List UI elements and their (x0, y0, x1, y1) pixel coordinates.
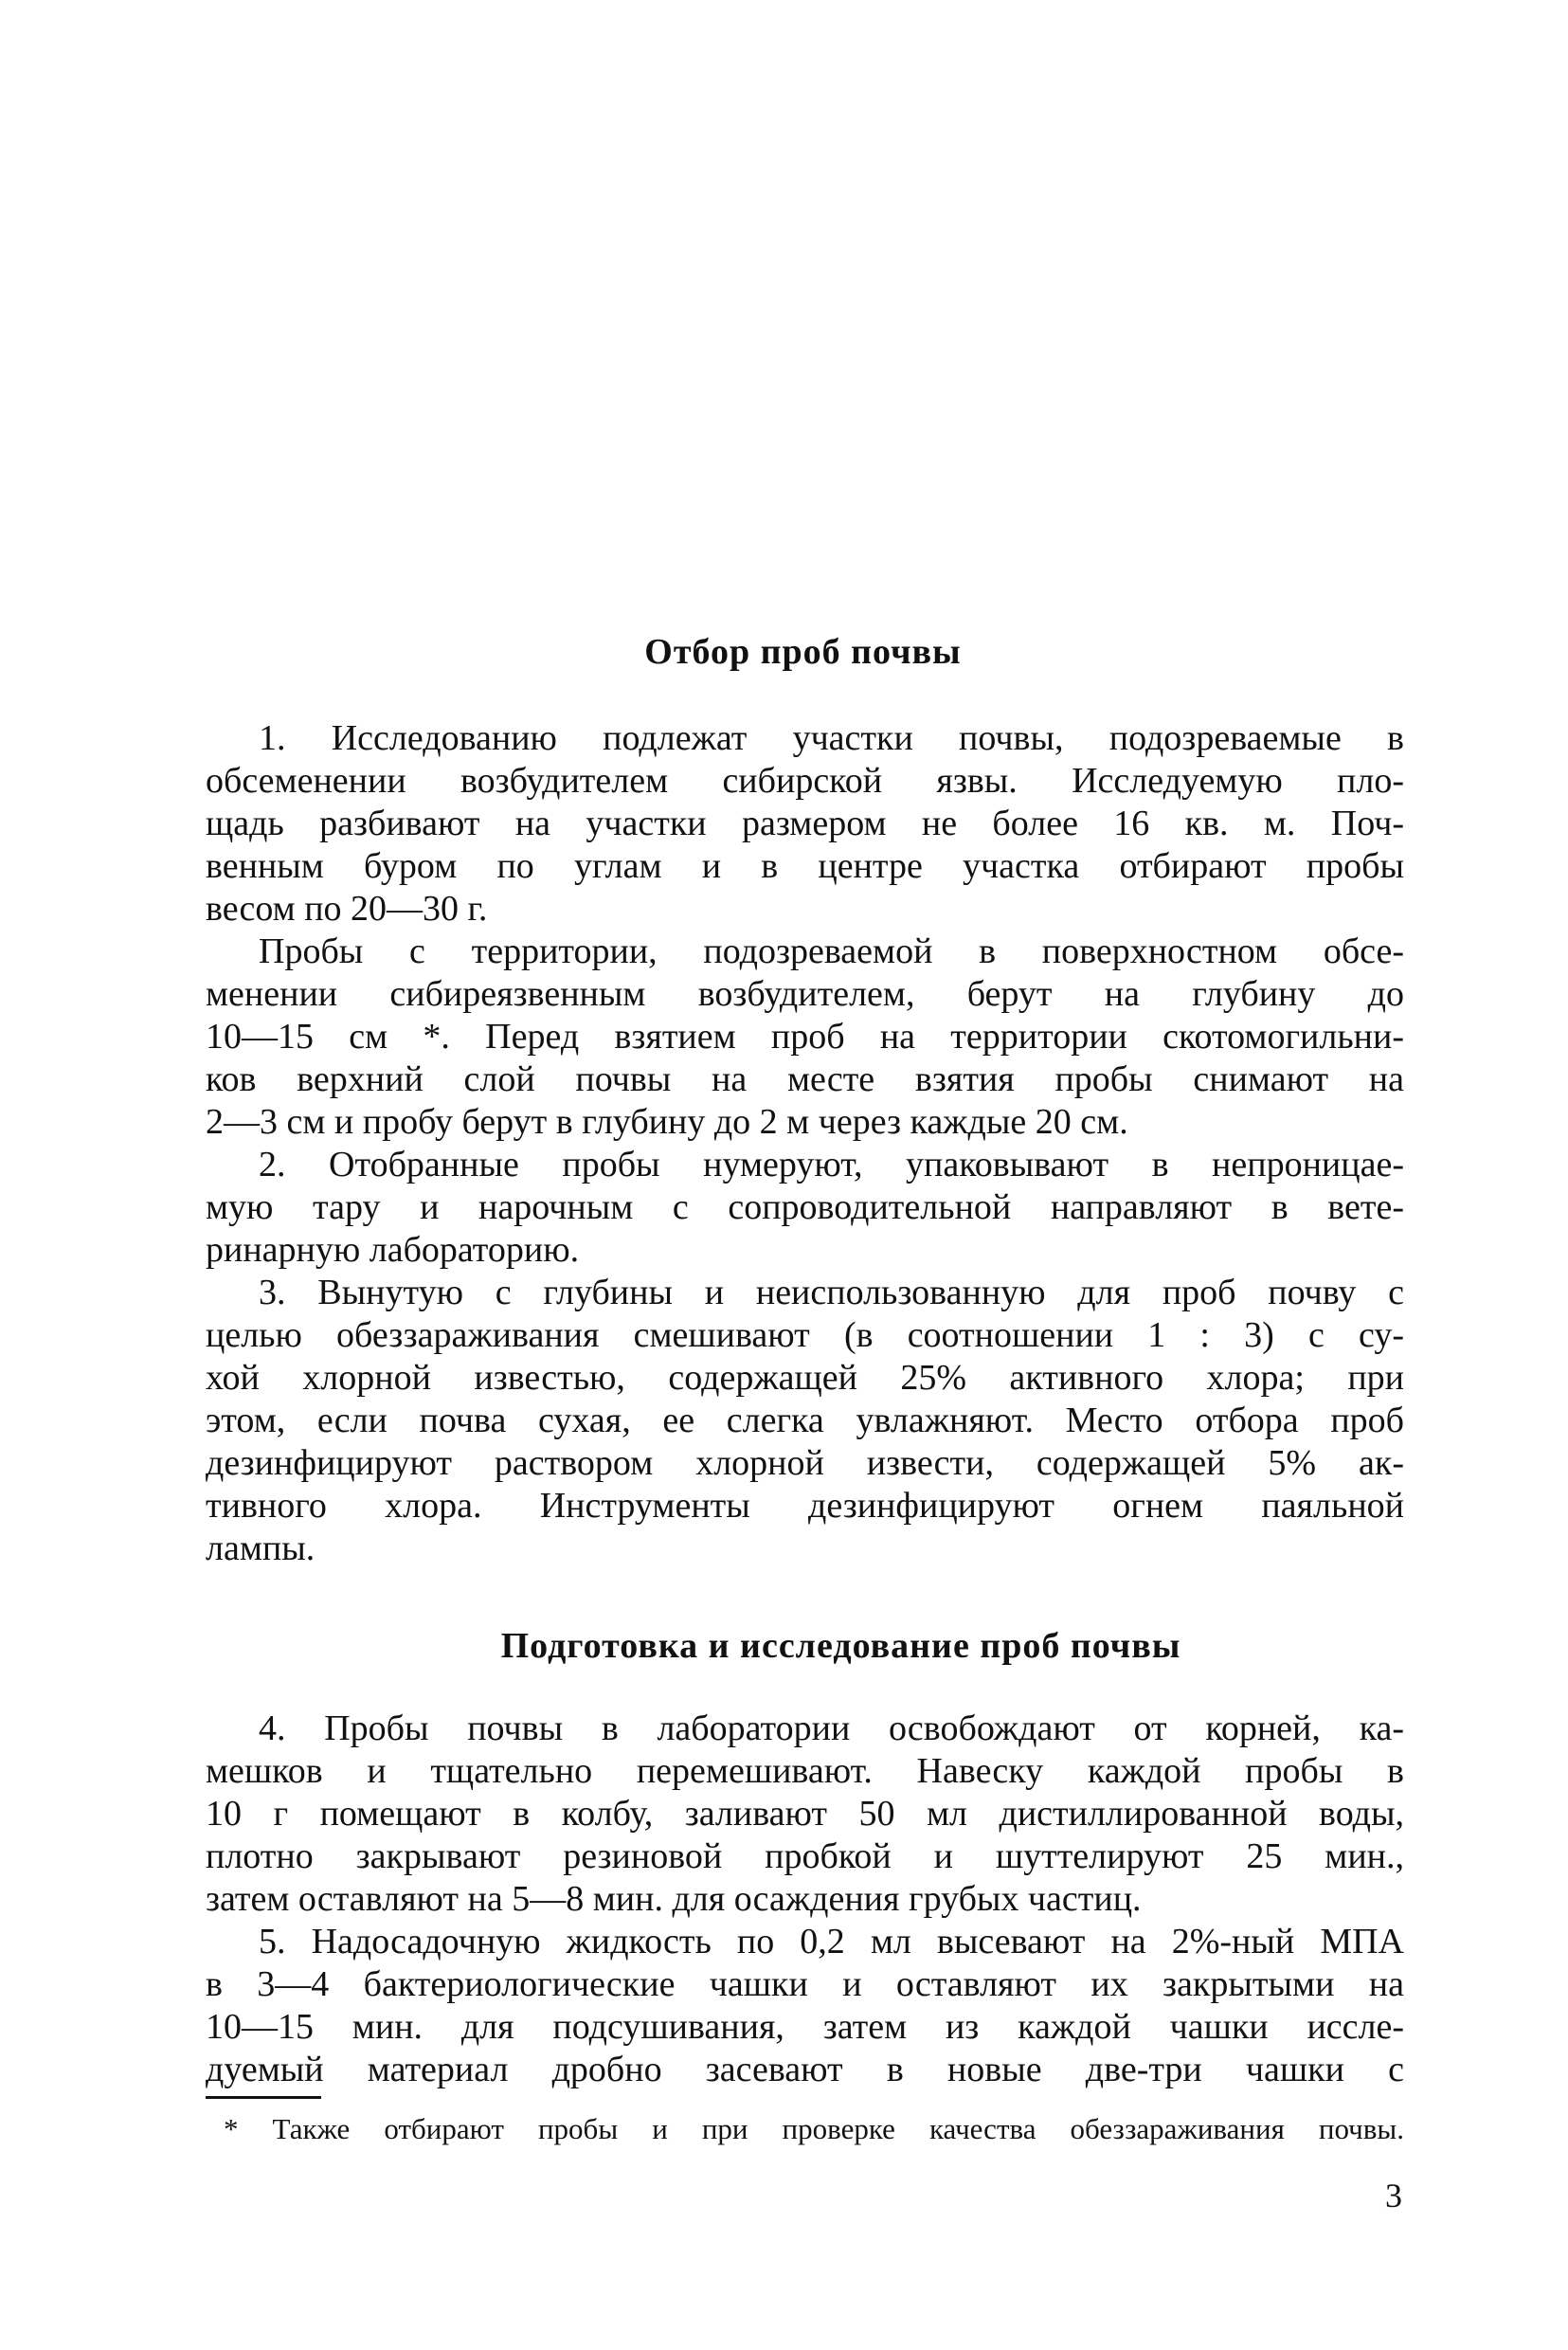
section-soil-sampling-body (206, 717, 1404, 1570)
paragraph-line: ков верхний слой почвы на месте взятия пробы снимают на (206, 1059, 1404, 1099)
paragraph-line: тивного хлора. Инструменты дезинфицируют огнем паяльной (206, 1486, 1404, 1526)
footnote: * Также отбирают пробы и при проверке качества обеззараживания почвы. (224, 2112, 1404, 2145)
paragraph-line: затем оставляют на 5—8 мин. для осаждения грубых частиц. (206, 1879, 1142, 1919)
paragraph-line: 10—15 мин. для подсушивания, затем из каждой чашки иссле- (206, 2007, 1404, 2047)
paragraph-line: мешков и тщательно перемешивают. Навеску каждой пробы в (206, 1751, 1404, 1791)
footnote-divider (206, 2096, 321, 2099)
paragraph-line: весом по 20—30 г. (206, 889, 488, 929)
paragraph-line: в 3—4 бактериологические чашки и оставляют их закрытыми на (206, 1964, 1404, 2004)
paragraph-line: 2. Отобранные пробы нумеруют, упаковывают в непроницае- (259, 1145, 1404, 1184)
paragraph-line: 4. Пробы почвы в лаборатории освобождают от корней, ка- (259, 1708, 1404, 1748)
section-preparation-body (206, 1708, 1404, 2091)
paragraph-line: обсеменении возбудителем сибирской язвы. Исследуемую пло- (206, 761, 1404, 801)
paragraph-line: дезинфицируют раствором хлорной извести, содержащей 5% ак- (206, 1443, 1404, 1483)
page-number: 3 (1385, 2177, 1402, 2214)
paragraph-line: хой хлорной известью, содержащей 25% активного хлора; при (206, 1358, 1404, 1398)
paragraph-line: целью обеззараживания смешивают (в соотношении 1 : 3) с су- (206, 1315, 1404, 1355)
section-heading-preparation: Подготовка и исследование проб почвы (500, 1626, 1181, 1666)
paragraph-line: ринарную лабораторию. (206, 1230, 580, 1270)
paragraph-line: 2—3 см и пробу берут в глубину до 2 м через каждые 20 см. (206, 1102, 1128, 1142)
paragraph-line: 3. Вынутую с глубины и неиспользованную для проб почву с (259, 1273, 1404, 1312)
section-heading-soil-sampling: Отбор проб почвы (644, 632, 962, 672)
paragraph-line: плотно закрывают резиновой пробкой и шуттелируют 25 мин., (206, 1836, 1404, 1876)
paragraph-line: мую тару и нарочным с сопроводительной направляют в вете- (206, 1187, 1404, 1227)
paragraph-line: 10 г помещают в колбу, заливают 50 мл дистиллированной воды, (206, 1794, 1404, 1834)
paragraph-line: венным буром по углам и в центре участка отбирают пробы (206, 846, 1404, 886)
paragraph-line: щадь разбивают на участки размером не более 16 кв. м. Поч- (206, 804, 1404, 843)
paragraph-line: менении сибиреязвенным возбудителем, берут на глубину до (206, 974, 1404, 1014)
paragraph-line: дуемый материал дробно засевают в новые две-три чашки с (206, 2050, 1404, 2089)
paragraph-line: лампы. (206, 1528, 315, 1568)
paragraph-line: этом, если почва сухая, ее слегка увлажняют. Место отбора проб (206, 1401, 1404, 1440)
paragraph-line: 1. Исследованию подлежат участки почвы, подозреваемые в (259, 718, 1404, 758)
paragraph-line: 10—15 см *. Перед взятием проб на территории скотомогильни- (206, 1017, 1404, 1057)
paragraph-line: 5. Надосадочную жидкость по 0,2 мл высевают на 2%-ный МПА (259, 1922, 1404, 1961)
paragraph-line: Пробы с территории, подозреваемой в поверхностном обсе- (259, 931, 1404, 971)
